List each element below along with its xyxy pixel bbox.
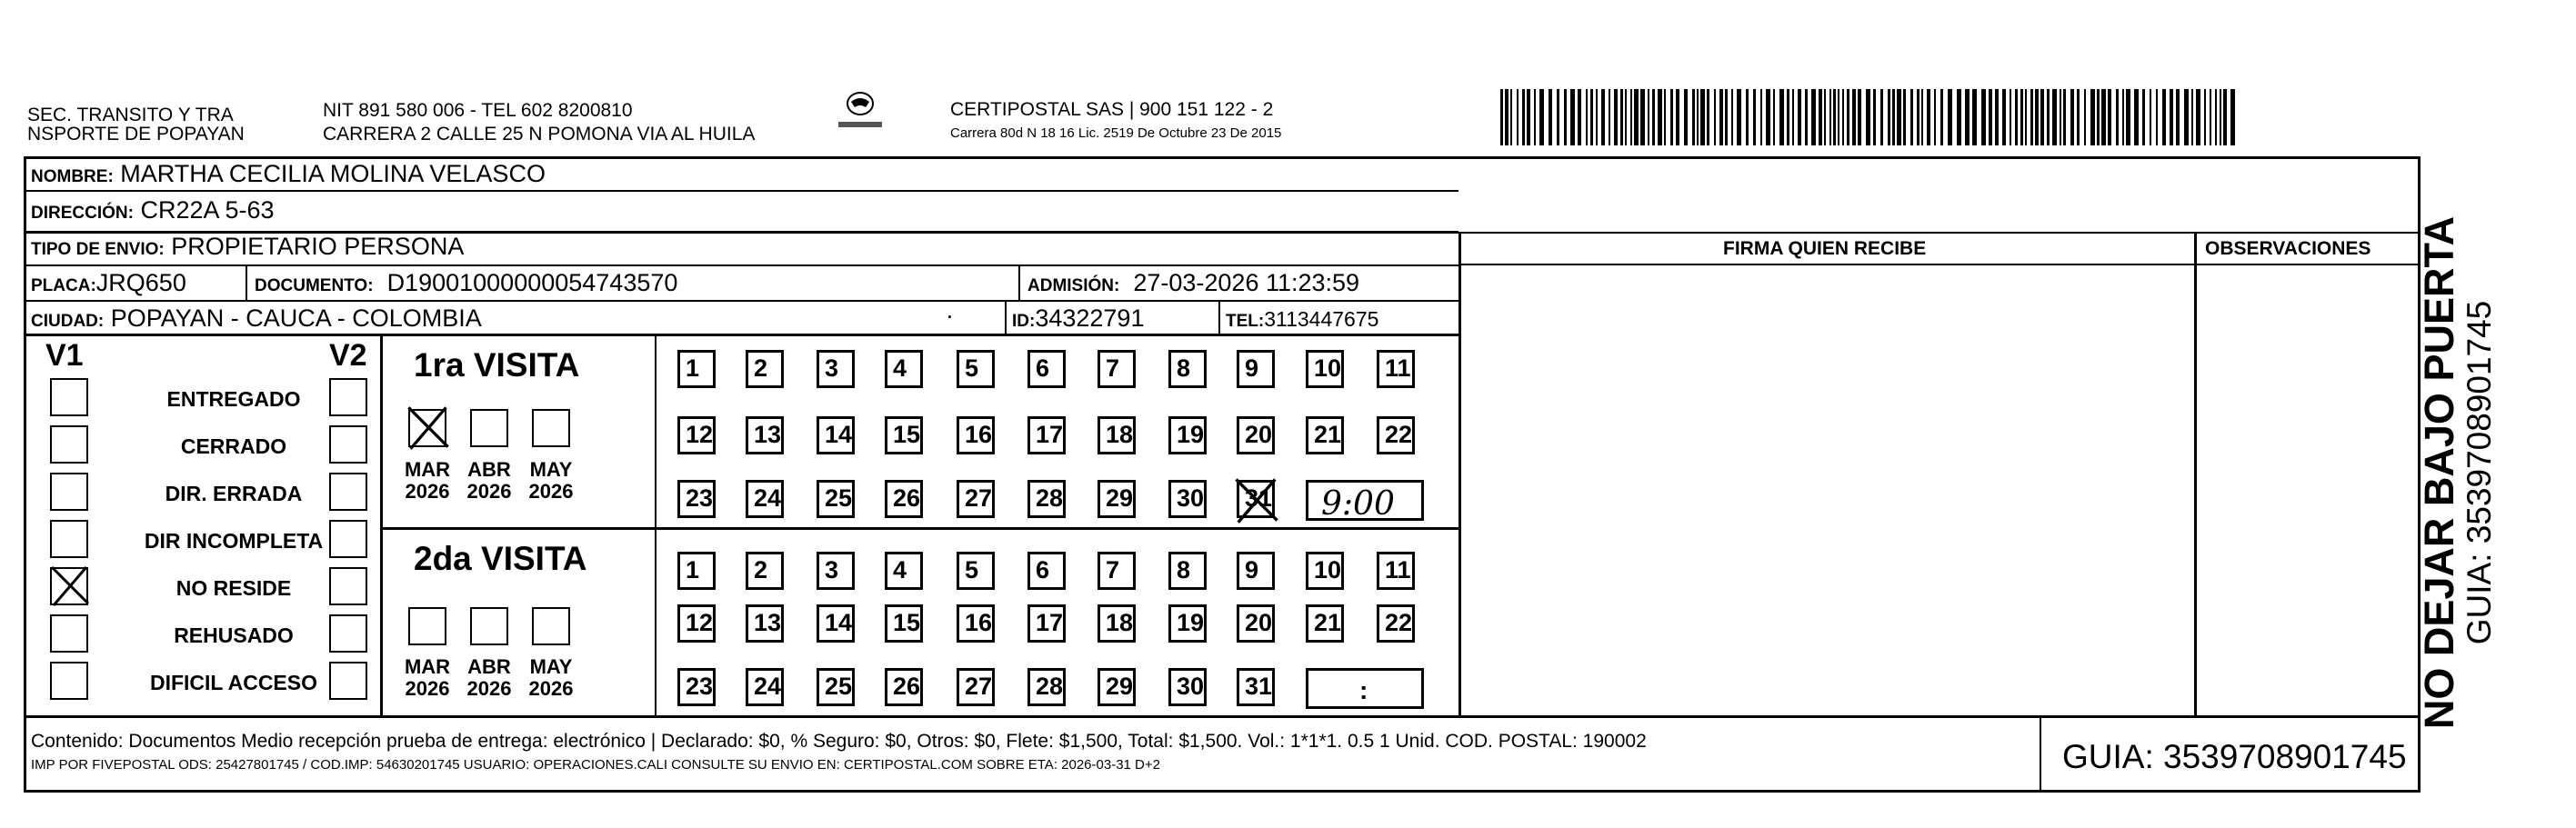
time-placeholder: : — [1359, 676, 1368, 704]
day-box[interactable] — [1237, 552, 1275, 590]
day-box[interactable] — [1027, 552, 1066, 590]
company-license: Carrera 80d N 18 16 Lic. 2519 De Octubre 23 De 2015 — [950, 125, 1282, 141]
day-box[interactable] — [1168, 416, 1207, 454]
sender-name-line2: NSPORTE DE POPAYAN — [27, 124, 245, 145]
day-box[interactable] — [885, 416, 923, 454]
plate-row — [31, 271, 186, 295]
status-label: DIR INCOMPLETA — [144, 529, 324, 553]
guia-number-box: GUIA: 3539708901745 — [2062, 738, 2407, 775]
day-box[interactable] — [1098, 480, 1136, 518]
status-label: DIFICIL ACCESO — [149, 671, 317, 694]
ciudad-label: CIUDAD: — [31, 312, 105, 331]
day-box[interactable] — [957, 552, 995, 590]
id-row — [1012, 306, 1144, 331]
checkmark-icon — [1232, 475, 1276, 519]
month-label: MAY 2026 — [528, 655, 574, 701]
day-box[interactable] — [1098, 604, 1136, 643]
tel-value: 3113447675 — [1264, 307, 1379, 331]
day-box[interactable] — [1098, 416, 1136, 454]
day-box[interactable] — [1377, 416, 1415, 454]
recipient-name: MARTHA CECILIA MOLINA VELASCO — [120, 160, 546, 187]
day-box[interactable] — [1098, 350, 1136, 388]
day-box[interactable] — [1027, 480, 1066, 518]
day-number: 7 — [1106, 354, 1120, 382]
day-box[interactable] — [1377, 552, 1415, 590]
day-number: 13 — [754, 609, 782, 636]
day-number: 24 — [754, 673, 782, 700]
month-label: ABR 2026 — [466, 458, 512, 504]
day-number: 21 — [1314, 421, 1342, 448]
day-number: 2 — [754, 354, 768, 382]
city-value: POPAYAN - CAUCA - COLOMBIA — [110, 304, 482, 332]
shipment-type: PROPIETARIO PERSONA — [171, 233, 465, 260]
day-number: 1 — [686, 354, 700, 382]
day-number: 12 — [686, 421, 714, 448]
time-box[interactable] — [1306, 668, 1424, 709]
day-box[interactable] — [746, 480, 784, 518]
month-checkbox[interactable] — [470, 409, 508, 447]
day-box[interactable] — [746, 350, 784, 388]
day-box[interactable] — [746, 668, 784, 706]
day-box[interactable] — [1027, 350, 1066, 388]
day-number: 6 — [1036, 354, 1050, 382]
tipo-envio-label: TIPO DE ENVIO: — [31, 240, 165, 259]
admission-row — [1027, 271, 1359, 295]
day-number: 15 — [893, 421, 921, 448]
day-box[interactable] — [746, 604, 784, 643]
day-box[interactable] — [1377, 350, 1415, 388]
status-label: NO RESIDE — [175, 576, 292, 600]
day-number: 31 — [1245, 484, 1273, 512]
day-number: 29 — [1106, 484, 1134, 512]
day-number: 16 — [965, 421, 993, 448]
day-box[interactable] — [885, 668, 923, 706]
day-number: 19 — [1177, 421, 1205, 448]
time-box[interactable] — [1306, 480, 1424, 521]
day-box[interactable] — [677, 480, 716, 518]
day-number: 18 — [1106, 609, 1134, 636]
day-box[interactable] — [1306, 552, 1344, 590]
print-details: IMP POR FIVEPOSTAL ODS: 25427801745 / COD.IMP: 54630201745 USUARIO: OPERACIONES.CALI CONSULTE SU ENVIO EN: CERTIPOSTAL.COM SOBRE ETA: 2026-03-31 D+2 — [31, 757, 1160, 773]
day-box[interactable] — [885, 480, 923, 518]
recipient-address: CR22A 5-63 — [140, 196, 275, 224]
day-box[interactable] — [1306, 350, 1344, 388]
day-number: 2 — [754, 556, 768, 584]
day-box[interactable] — [817, 668, 855, 706]
day-box[interactable] — [1237, 416, 1275, 454]
observaciones-label: OBSERVACIONES — [2205, 238, 2371, 259]
day-box[interactable] — [1237, 480, 1275, 518]
day-number: 14 — [825, 609, 853, 636]
day-number: 3 — [825, 556, 839, 584]
day-box[interactable] — [1168, 350, 1207, 388]
day-number: 18 — [1106, 421, 1134, 448]
tel-row — [1226, 309, 1378, 330]
day-number: 31 — [1245, 673, 1273, 700]
v1-checkbox[interactable] — [50, 614, 88, 653]
day-box[interactable] — [885, 350, 923, 388]
tel-label: TEL: — [1226, 312, 1265, 331]
recipient-name-row — [31, 162, 546, 186]
day-number: 4 — [893, 354, 907, 382]
day-number: 15 — [893, 609, 921, 636]
day-number: 10 — [1314, 354, 1342, 382]
documento-label: DOCUMENTO: — [255, 276, 374, 295]
day-box[interactable] — [817, 480, 855, 518]
day-box[interactable] — [1027, 668, 1066, 706]
month-label: MAR 2026 — [404, 655, 451, 701]
first-visit-label: 1ra VISITA — [414, 346, 580, 384]
day-box[interactable] — [1027, 416, 1066, 454]
day-number: 10 — [1314, 556, 1342, 584]
day-box[interactable] — [957, 416, 995, 454]
day-box[interactable] — [746, 552, 784, 590]
placa-label: PLACA: — [31, 276, 96, 295]
day-number: 5 — [965, 354, 979, 382]
day-box[interactable] — [1237, 604, 1275, 643]
day-number: 19 — [1177, 609, 1205, 636]
day-number: 12 — [686, 609, 714, 636]
month-checkbox[interactable] — [532, 607, 570, 645]
v1-label: V1 — [45, 338, 84, 373]
day-box[interactable] — [1306, 604, 1344, 643]
day-number: 5 — [965, 556, 979, 584]
city-row — [31, 306, 482, 331]
month-label: ABR 2026 — [466, 655, 512, 701]
status-label: CERRADO — [180, 434, 287, 458]
admision-label: ADMISIÓN: — [1027, 276, 1120, 295]
month-checkbox[interactable] — [408, 607, 446, 645]
day-number: 1 — [686, 556, 700, 584]
day-number: 3 — [825, 354, 839, 382]
day-box[interactable] — [817, 350, 855, 388]
day-box[interactable] — [677, 668, 716, 706]
v2-checkbox[interactable] — [329, 567, 367, 605]
city-dot: · — [946, 302, 954, 329]
barcode-icon — [1500, 89, 2237, 145]
direccion-label: DIRECCIÓN: — [31, 204, 134, 223]
day-number: 17 — [1036, 609, 1064, 636]
day-box[interactable] — [1027, 604, 1066, 643]
day-number: 6 — [1036, 556, 1050, 584]
shipment-type-row — [31, 234, 464, 259]
plate-value: JRQ650 — [95, 269, 186, 296]
month-checkbox[interactable] — [532, 409, 570, 447]
v1-checkbox[interactable] — [50, 662, 88, 700]
day-box[interactable] — [746, 416, 784, 454]
month-checkbox[interactable] — [470, 607, 508, 645]
status-label: REHUSADO — [174, 623, 294, 647]
second-visit-label: 2da VISITA — [414, 540, 587, 577]
nombre-label: NOMBRE: — [31, 167, 114, 186]
day-box[interactable] — [1168, 480, 1207, 518]
day-box[interactable] — [957, 668, 995, 706]
day-number: 9 — [1245, 556, 1259, 584]
day-box[interactable] — [817, 604, 855, 643]
status-label: ENTREGADO — [166, 387, 301, 411]
v2-label: V2 — [329, 338, 367, 373]
v1-checkbox[interactable] — [50, 567, 88, 605]
day-number: 16 — [965, 609, 993, 636]
day-box[interactable] — [957, 350, 995, 388]
v2-checkbox[interactable] — [329, 614, 367, 653]
id-value: 34322791 — [1035, 304, 1145, 332]
day-number: 26 — [893, 484, 921, 512]
day-number: 27 — [965, 673, 993, 700]
day-number: 14 — [825, 421, 853, 448]
month-checkbox[interactable] — [408, 409, 446, 447]
day-number: 21 — [1314, 609, 1342, 636]
day-number: 27 — [965, 484, 993, 512]
day-number: 11 — [1385, 556, 1411, 584]
day-number: 23 — [686, 673, 714, 700]
day-box[interactable] — [677, 552, 716, 590]
day-box[interactable] — [885, 604, 923, 643]
day-box[interactable] — [1168, 668, 1207, 706]
month-label: MAY 2026 — [528, 458, 574, 504]
day-number: 24 — [754, 484, 782, 512]
day-number: 25 — [825, 673, 853, 700]
side-guia-number: GUIA: 3539708901745 — [2461, 300, 2498, 645]
sender-name-line1: SEC. TRANSITO Y TRA — [27, 105, 234, 125]
day-number: 13 — [754, 421, 782, 448]
day-box[interactable] — [885, 552, 923, 590]
address-row — [31, 198, 275, 223]
v1-checkbox[interactable] — [50, 378, 88, 416]
content-details: Contenido: Documentos Medio recepción prueba de entrega: electrónico | Declarado: $0, % Seguro: $0, Otros: $0, Flete: $1,500, Total: $1,500. Vol.: 1*1*1. 0.5 1 Unid. COD. POSTAL: 190002 — [31, 731, 1647, 752]
company-name: CERTIPOSTAL SAS | 900 151 122 - 2 — [950, 99, 1274, 120]
day-box[interactable] — [677, 604, 716, 643]
day-number: 28 — [1036, 484, 1064, 512]
month-label: MAR 2026 — [404, 458, 451, 504]
firma-label: FIRMA QUIEN RECIBE — [1723, 238, 1927, 259]
day-box[interactable] — [1168, 604, 1207, 643]
checkmark-icon — [405, 404, 448, 447]
day-number: 28 — [1036, 673, 1064, 700]
sender-nit: NIT 891 580 006 - TEL 602 8200810 — [323, 100, 633, 121]
day-box[interactable] — [1306, 416, 1344, 454]
day-number: 7 — [1106, 556, 1120, 584]
day-number: 22 — [1385, 421, 1413, 448]
v2-checkbox[interactable] — [329, 662, 367, 700]
day-number: 30 — [1177, 484, 1205, 512]
day-number: 11 — [1385, 354, 1411, 382]
certipostal-logo — [835, 87, 886, 135]
day-box[interactable] — [957, 480, 995, 518]
day-number: 22 — [1385, 609, 1413, 636]
admission-datetime: 27-03-2026 11:23:59 — [1133, 269, 1360, 296]
day-number: 29 — [1106, 673, 1134, 700]
document-number: D19001000000054743570 — [386, 269, 678, 296]
day-number: 8 — [1177, 556, 1191, 584]
day-number: 4 — [893, 556, 907, 584]
day-number: 8 — [1177, 354, 1191, 382]
checkmark-icon — [48, 564, 92, 607]
v2-checkbox[interactable] — [329, 473, 367, 511]
v1-checkbox[interactable] — [50, 473, 88, 511]
day-number: 17 — [1036, 421, 1064, 448]
day-number: 9 — [1245, 354, 1259, 382]
handwritten-time: 9:00 — [1321, 485, 1395, 523]
id-label: ID: — [1012, 312, 1036, 331]
v2-checkbox[interactable] — [329, 520, 367, 558]
day-number: 20 — [1245, 421, 1273, 448]
day-box[interactable] — [817, 552, 855, 590]
sender-address: CARRERA 2 CALLE 25 N POMONA VIA AL HUILA — [323, 124, 756, 145]
no-dejar-bajo-puerta: NO DEJAR BAJO PUERTA — [2416, 215, 2462, 730]
day-box[interactable] — [1098, 668, 1136, 706]
day-box[interactable] — [817, 416, 855, 454]
day-box[interactable] — [1168, 552, 1207, 590]
day-number: 25 — [825, 484, 853, 512]
day-number: 26 — [893, 673, 921, 700]
v1-checkbox[interactable] — [50, 520, 88, 558]
day-box[interactable] — [677, 416, 716, 454]
day-number: 30 — [1177, 673, 1205, 700]
v2-checkbox[interactable] — [329, 425, 367, 464]
v1-checkbox[interactable] — [50, 425, 88, 464]
day-box[interactable] — [1098, 552, 1136, 590]
day-number: 23 — [686, 484, 714, 512]
day-box[interactable] — [1377, 604, 1415, 643]
day-box[interactable] — [1237, 350, 1275, 388]
v2-checkbox[interactable] — [329, 378, 367, 416]
day-box[interactable] — [677, 350, 716, 388]
document-row — [255, 271, 677, 295]
status-label: DIR. ERRADA — [165, 482, 303, 505]
day-box[interactable] — [1237, 668, 1275, 706]
day-number: 20 — [1245, 609, 1273, 636]
day-box[interactable] — [957, 604, 995, 643]
